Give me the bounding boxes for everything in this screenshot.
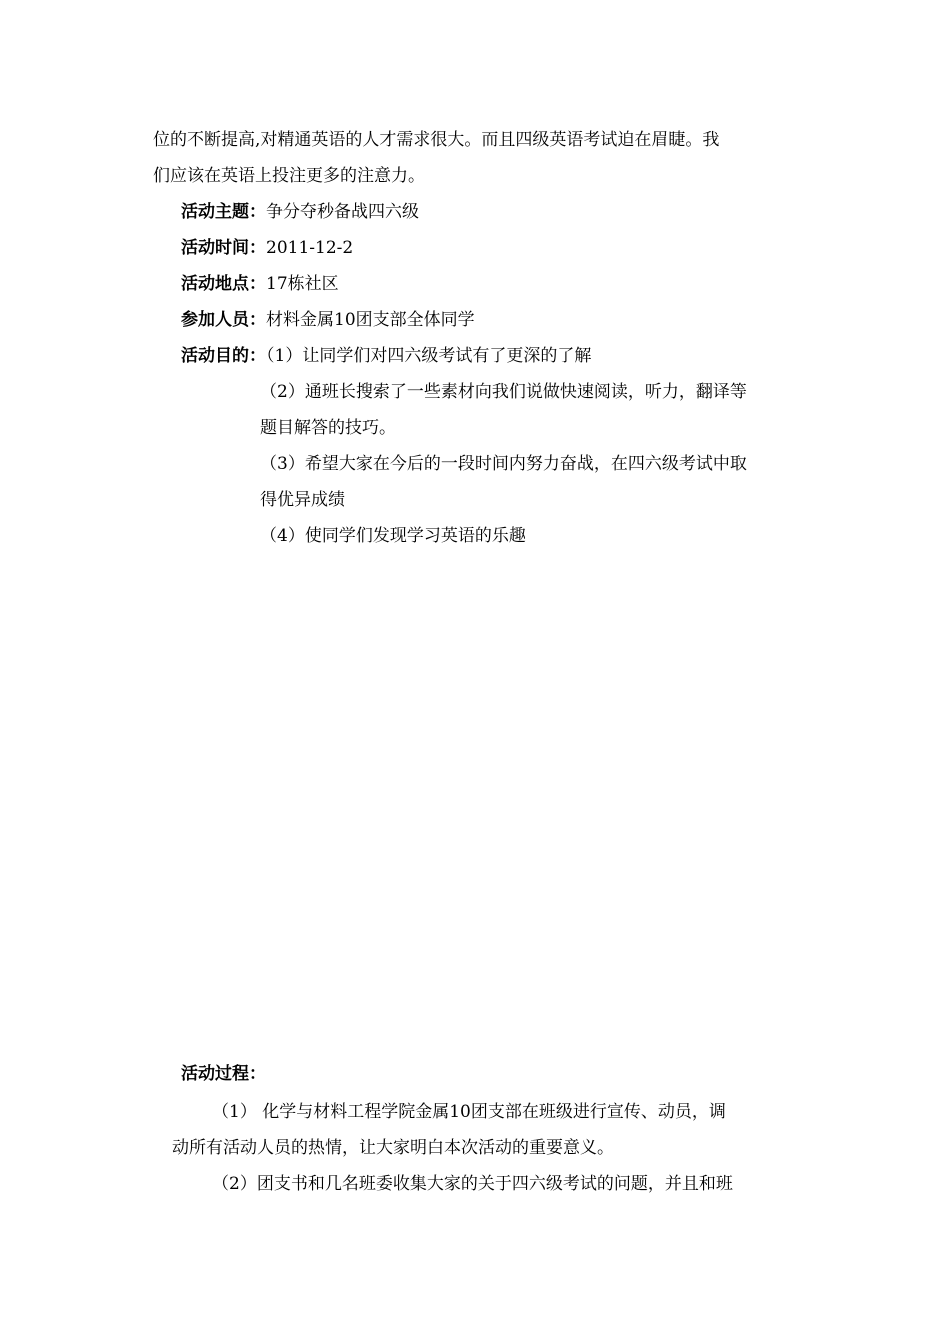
purpose-4-line-1: （4）使同学们发现学习英语的乐趣 (260, 526, 526, 546)
process-step-2-line-1: （2）团支书和几名班委收集大家的关于四六级考试的问题，并且和班 (212, 1174, 733, 1194)
intro-line-2: 们应该在英语上投注更多的注意力。 (153, 166, 425, 186)
theme-label: 活动主题： (181, 202, 266, 222)
purpose-value: （1）让同学们对四六级考试有了更深的了解 (266, 346, 592, 366)
process-label: 活动过程： (181, 1064, 266, 1084)
purpose-2-line-1: （2）通班长搜索了一些素材向我们说做快速阅读，听力，翻译等 (260, 382, 747, 402)
place-label: 活动地点： (181, 274, 266, 294)
intro-line-1: 位的不断提高,对精通英语的人才需求很大。而且四级英语考试迫在眉睫。我 (153, 130, 720, 150)
process-step-1-line-1: （1） 化学与材料工程学院金属10团支部在班级进行宣传、动员，调 (212, 1102, 726, 1122)
field-place (181, 266, 339, 302)
time-label: 活动时间： (181, 238, 266, 258)
purpose-2-line-2: 题目解答的技巧。 (260, 418, 396, 438)
place-value: 17栋社区 (266, 274, 339, 294)
field-time (181, 230, 353, 266)
purpose-3-line-2: 得优异成绩 (260, 490, 345, 510)
people-label: 参加人员： (181, 310, 266, 330)
purpose-label: 活动目的： (181, 346, 266, 366)
field-people (181, 302, 475, 338)
purpose-3-line-1: （3）希望大家在今后的一段时间内努力奋战，在四六级考试中取 (260, 454, 747, 474)
field-purpose (181, 338, 591, 374)
process-step-1-line-2: 动所有活动人员的热情，让大家明白本次活动的重要意义。 (172, 1138, 614, 1158)
theme-value: 争分夺秒备战四六级 (266, 202, 419, 222)
people-value: 材料金属10团支部全体同学 (266, 310, 475, 330)
time-value: 2011-12-2 (266, 238, 354, 258)
field-theme (181, 194, 419, 230)
